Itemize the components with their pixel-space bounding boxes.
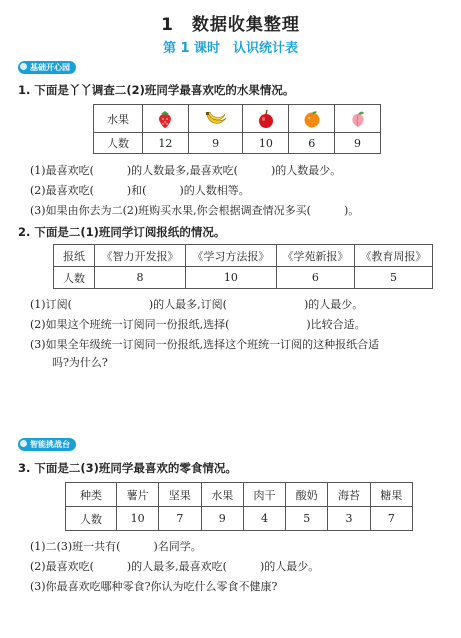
fruit-count: 6	[289, 133, 335, 154]
fruit-cell	[143, 105, 189, 133]
snack-count: 3	[328, 507, 370, 531]
newspaper-header: 报纸	[54, 245, 95, 267]
q1-subquestion-1: (1)最喜欢吃( )的人数最多,最喜欢吃( )的人数最少。	[30, 164, 342, 177]
newspaper-count: 10	[185, 267, 276, 289]
q2-subquestion-3: (3)如果全年级统一订阅同一份报纸,选择这个班统一订阅的这种报纸合适	[30, 338, 380, 351]
snack-count: 10	[117, 507, 159, 531]
snack-name: 酸奶	[286, 483, 328, 507]
challenge-badge-label: 智能挑战台	[18, 438, 76, 451]
snack-count: 7	[159, 507, 201, 531]
snack-name: 水果	[201, 483, 243, 507]
snack-count-row	[66, 507, 413, 531]
fruit-icon-row	[94, 105, 381, 133]
fruit-table	[93, 104, 381, 154]
snack-header: 种类	[66, 483, 117, 507]
newspaper-count-row	[54, 267, 433, 289]
question-2-title: 2. 下面是二(1)班同学订阅报纸的情况。	[18, 225, 226, 239]
newspaper-count: 5	[354, 267, 432, 289]
q2-subquestion-1: (1)订阅( )的人最多,订阅( )的人最少。	[30, 298, 364, 311]
count-row-header: 人数	[66, 507, 117, 531]
fruit-cell	[289, 105, 335, 133]
basic-badge-label: 基础开心园	[18, 61, 76, 74]
apple-icon	[256, 109, 276, 129]
snack-name: 肉干	[243, 483, 285, 507]
snack-name: 坚果	[159, 483, 201, 507]
q3-subquestion-2: (2)最喜欢吃( )的人最多,最喜欢吃( )的人最少。	[30, 560, 320, 573]
fruit-count-row	[94, 133, 381, 154]
fruit-cell	[188, 105, 243, 133]
fruit-count: 12	[143, 133, 189, 154]
newspaper-name: 《教育周报》	[354, 245, 432, 267]
question-1-title: 1. 下面是丫丫调查二(2)班同学最喜欢吃的水果情况。	[18, 83, 295, 97]
q1-subquestion-2: (2)最喜欢吃( )和( )的人数相等。	[30, 184, 250, 197]
orange-icon	[302, 109, 322, 129]
newspaper-name: 《学苑新报》	[276, 245, 354, 267]
snack-name: 薯片	[117, 483, 159, 507]
fruit-row-header: 水果	[94, 105, 143, 133]
banana-icon	[204, 109, 228, 129]
page-title: 1 数据收集整理	[161, 15, 300, 35]
q2-subquestion-2: (2)如果这个班统一订阅同一份报纸,选择( )比较合适。	[30, 318, 366, 331]
q2-subquestion-3-cont: 吗?为什么?	[30, 356, 108, 369]
snack-count: 7	[370, 507, 412, 531]
fruit-count: 10	[243, 133, 289, 154]
snack-name: 海苔	[328, 483, 370, 507]
peach-icon	[348, 109, 368, 129]
strawberry-icon	[155, 109, 175, 129]
count-row-header: 人数	[94, 133, 143, 154]
newspaper-name: 《学习方法报》	[185, 245, 276, 267]
fruit-count: 9	[335, 133, 381, 154]
newspaper-header-row	[54, 245, 433, 267]
newspaper-table	[53, 244, 433, 289]
challenge-section-badge	[18, 437, 76, 451]
lesson-subtitle: 第 1 课时 认识统计表	[162, 41, 299, 56]
fruit-cell	[335, 105, 381, 133]
fruit-count: 9	[188, 133, 243, 154]
basic-section-badge	[18, 60, 76, 74]
snack-name: 糖果	[370, 483, 412, 507]
snack-header-row	[66, 483, 413, 507]
fruit-cell	[243, 105, 289, 133]
q3-subquestion-3: (3)你最喜欢吃哪种零食?你认为吃什么零食不健康?	[30, 580, 278, 593]
q3-subquestion-1: (1)二(3)班一共有( )名同学。	[30, 540, 202, 553]
snack-count: 9	[201, 507, 243, 531]
question-3-title: 3. 下面是二(3)班同学最喜欢的零食情况。	[18, 461, 237, 475]
newspaper-name: 《智力开发报》	[95, 245, 186, 267]
newspaper-count: 6	[276, 267, 354, 289]
q1-subquestion-3: (3)如果由你去为二(2)班购买水果,你会根据调查情况多买( )。	[30, 204, 360, 217]
newspaper-count: 8	[95, 267, 186, 289]
snack-table	[65, 482, 413, 531]
snack-count: 5	[286, 507, 328, 531]
count-row-header: 人数	[54, 267, 95, 289]
snack-count: 4	[243, 507, 285, 531]
